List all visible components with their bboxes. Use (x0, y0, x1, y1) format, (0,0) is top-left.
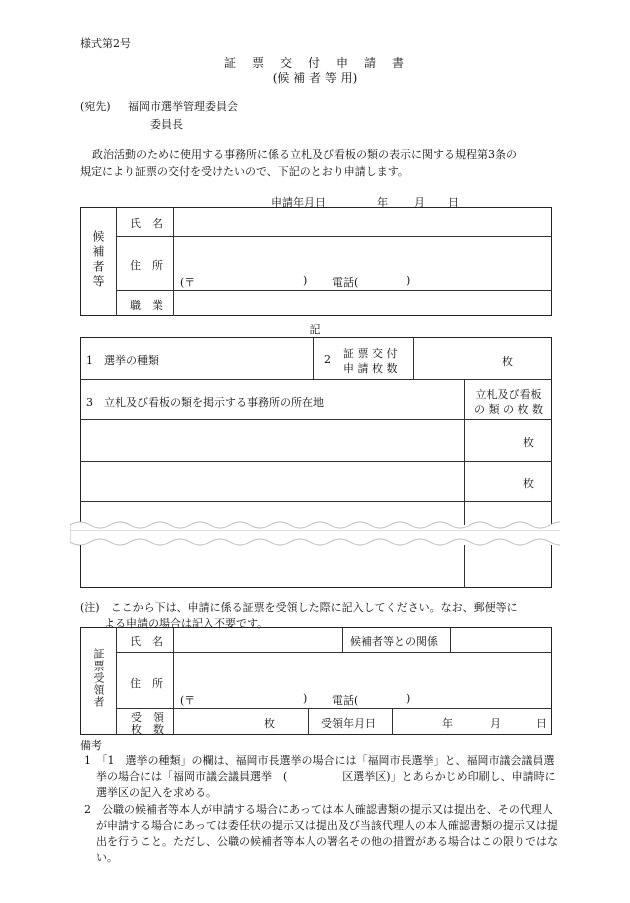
addressee-org: 福岡市選挙管理委員会 (128, 100, 238, 113)
candidate-address-field[interactable] (178, 240, 548, 268)
receive-date-field[interactable] (396, 711, 548, 732)
office-location-field-2[interactable] (84, 465, 460, 497)
receive-day: 日 (536, 717, 547, 730)
receive-count-label-line2: 枚 数 (131, 723, 164, 736)
application-year: 年 (377, 196, 388, 209)
sign-count-label-line1: 立札及び看板 (475, 388, 542, 401)
sign-count-label-line2: の 類 の 枚 数 (474, 403, 543, 416)
issue-count-label-line2: 申 請 枚 数 (343, 362, 398, 375)
sign-count-field-1[interactable] (468, 423, 548, 457)
intro-line-1: 政治活動のために使用する事務所に係る立札及び看板の類の表示に関する規程第3条の (92, 148, 517, 161)
candidate-job-label: 職 業 (130, 299, 163, 312)
receiver-name-field[interactable] (178, 630, 338, 650)
receiver-side-label: 証票受領者 (92, 648, 105, 708)
application-date-label: 申請年月日 (271, 196, 326, 209)
remarks-heading: 備考 (80, 739, 102, 752)
application-month: 月 (414, 196, 425, 209)
issue-count-number: 2 (324, 353, 331, 366)
candidate-address-label: 住 所 (130, 259, 163, 272)
addressee-label: (宛先) (80, 100, 111, 113)
receiver-address-field[interactable] (178, 656, 548, 686)
issue-count-unit: 枚 (502, 355, 513, 368)
remark-item-1: 1 「1 選挙の種類」の欄は、福岡市長選挙の場合には「福岡市長選挙」と、福岡市議会議員選挙の場合には「福岡市議会議員選挙 ( 区選挙区)」とあらかじめ印刷し、申請時に選挙区の記入を求める。 (84, 754, 556, 799)
notice-line-1: (注) ここから下は、申請に係る証票を受領した際に記入してください。なお、郵便等に (80, 601, 518, 614)
receiver-phone-close: ) (406, 692, 411, 705)
notice-line-2: よる申請の場合は記入不要です。 (104, 617, 269, 630)
ki-label: 記 (309, 323, 321, 336)
receiver-postal-label: (〒 (180, 694, 196, 707)
sign-count-unit-1: 枚 (523, 436, 534, 449)
receiver-relation-field[interactable] (454, 630, 548, 650)
receive-month: 月 (490, 717, 501, 730)
intro-line-2: 規定により証票の交付を受けたいので、下記のとおり申請します。 (80, 165, 409, 178)
election-type-label: 1 選挙の種類 (86, 354, 159, 367)
receiver-name-label: 氏 名 (130, 635, 163, 648)
receive-count-label-line1: 受 領 (131, 711, 164, 724)
addressee-role: 委員長 (150, 118, 183, 131)
form-subtitle: (候 補 者 等 用) (272, 71, 358, 85)
sign-count-unit-2: 枚 (523, 477, 534, 490)
receive-year: 年 (442, 717, 453, 730)
issue-count-label-line1: 証 票 交 付 (343, 347, 398, 360)
candidate-postal-label: (〒 (180, 276, 196, 289)
candidate-phone-label: 電話( (332, 276, 359, 289)
candidate-side-label: 候補者等 (91, 230, 105, 290)
receiver-address-label: 住 所 (130, 677, 163, 690)
office-location-field-3[interactable] (84, 550, 460, 584)
receiver-phone-label: 電話( (332, 694, 359, 707)
application-day: 日 (448, 196, 459, 209)
receive-count-field[interactable] (178, 711, 304, 732)
candidate-job-field[interactable] (178, 293, 548, 313)
sign-count-field-3[interactable] (468, 550, 548, 584)
candidate-phone-close: ) (406, 274, 411, 287)
form-title: 証 票 交 付 申 請 書 (223, 56, 406, 70)
sign-count-field-2[interactable] (468, 465, 548, 497)
form-number: 様式第2号 (80, 37, 131, 50)
candidate-postal-close: ) (303, 274, 308, 287)
candidate-name-field[interactable] (178, 211, 548, 233)
candidate-name-label: 氏 名 (130, 217, 163, 230)
receive-date-label: 受領年月日 (321, 717, 376, 730)
receive-count-unit: 枚 (264, 717, 275, 730)
election-type-field[interactable] (168, 342, 308, 374)
office-location-label: 3 立札及び看板の類を掲示する事務所の所在地 (86, 396, 324, 409)
issue-count-field[interactable] (418, 342, 546, 374)
office-location-field-1[interactable] (84, 423, 460, 457)
receiver-relation-label: 候補者等との関係 (350, 635, 438, 648)
remark-item-2: 2 公職の候補者等本人が申請する場合にあっては本人確認書類の提示又は提出を、その代理人が申請する場合にあっては委任状の提示又は提出及び当該代理人の本人確認書類の提示又は提出を行うこと。ただし、公職の候補者等本人の署名その他の措置がある場合はこの限りではない。 (84, 803, 558, 864)
receiver-postal-close: ) (303, 692, 308, 705)
